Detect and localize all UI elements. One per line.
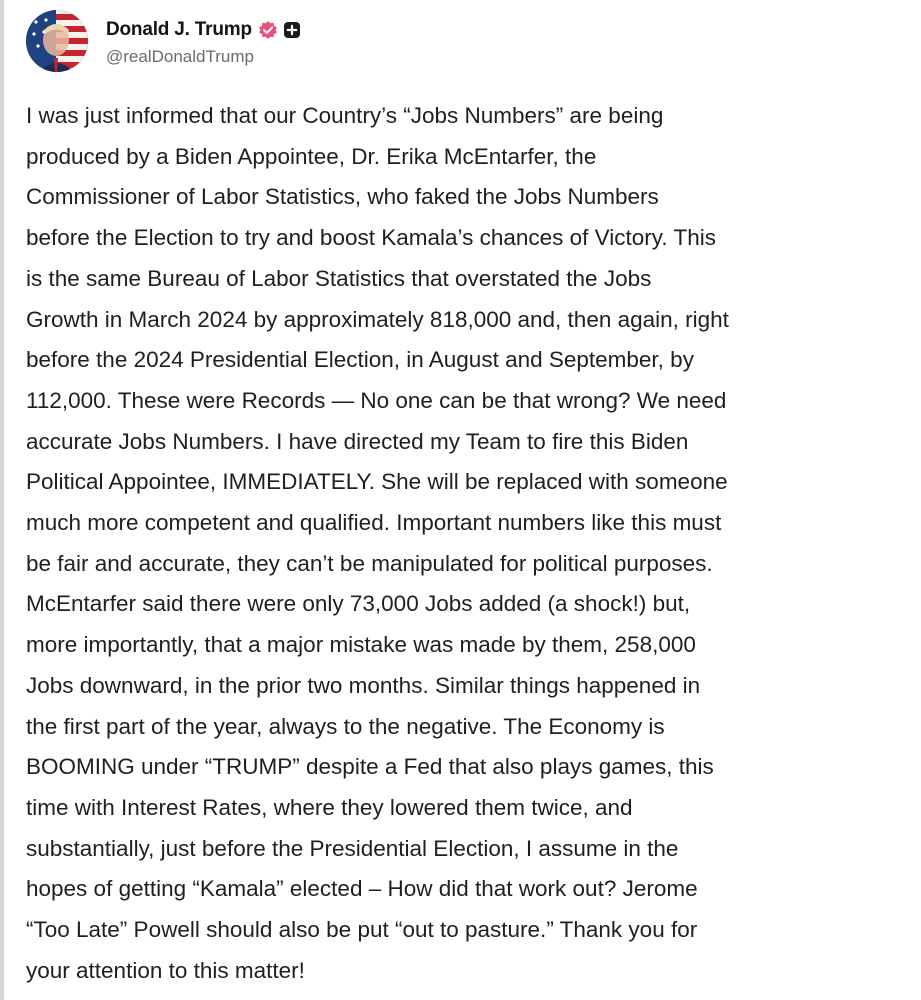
author-handle[interactable]: @realDonaldTrump [106,47,254,66]
window-left-edge [0,0,4,1000]
name-row [106,15,301,45]
post-body-text: I was just informed that our Country’s “Jobs Numbers” are being produced by a Biden Appointee, Dr. Erika McEntarfer, the Commissioner of Labor Statistics, who faked the Jobs Numbers before the Election to try and boost Kamala’s chances of Victory. This is the same Bureau of Labor Statistics that overstated the Jobs Growth in March 2024 by approximately 818,000 and, then again, right before the 2024 Presidential Election, in August and September, by 112,000. These were Records — No one can be that wrong? We need accurate Jobs Numbers. I have directed my Team to fire this Biden Political Appointee, IMMEDIATELY. She will be replaced with someone much more competent and qualified. Important numbers like this must be fair and accurate, they can’t be manipulated for political purposes. McEntarfer said there were only 73,000 Jobs added (a shock!) but, more importantly, that a major mistake was made by them, 258,000 Jobs downward, in the prior two months. Similar things happened in the first part of the year, always to the negative. The Economy is BOOMING under “TRUMP” despite a Fed that also plays games, this time with Interest Rates, where they lowered them twice, and substantially, just before the Presidential Election, I assume in the hopes of getting “Kamala” elected – How did that work out? Jerome “Too Late” Powell should also be put “out to pasture.” Thank you for your attention to this matter! [26,103,729,983]
avatar[interactable] [26,10,88,72]
author-names [106,15,301,67]
verified-badge-icon [258,20,278,40]
author-display-name[interactable]: Donald J. Trump [106,19,252,40]
avatar-image [26,10,88,72]
plus-box-icon[interactable] [283,21,301,39]
post-card [26,8,906,991]
post-header [26,8,906,74]
